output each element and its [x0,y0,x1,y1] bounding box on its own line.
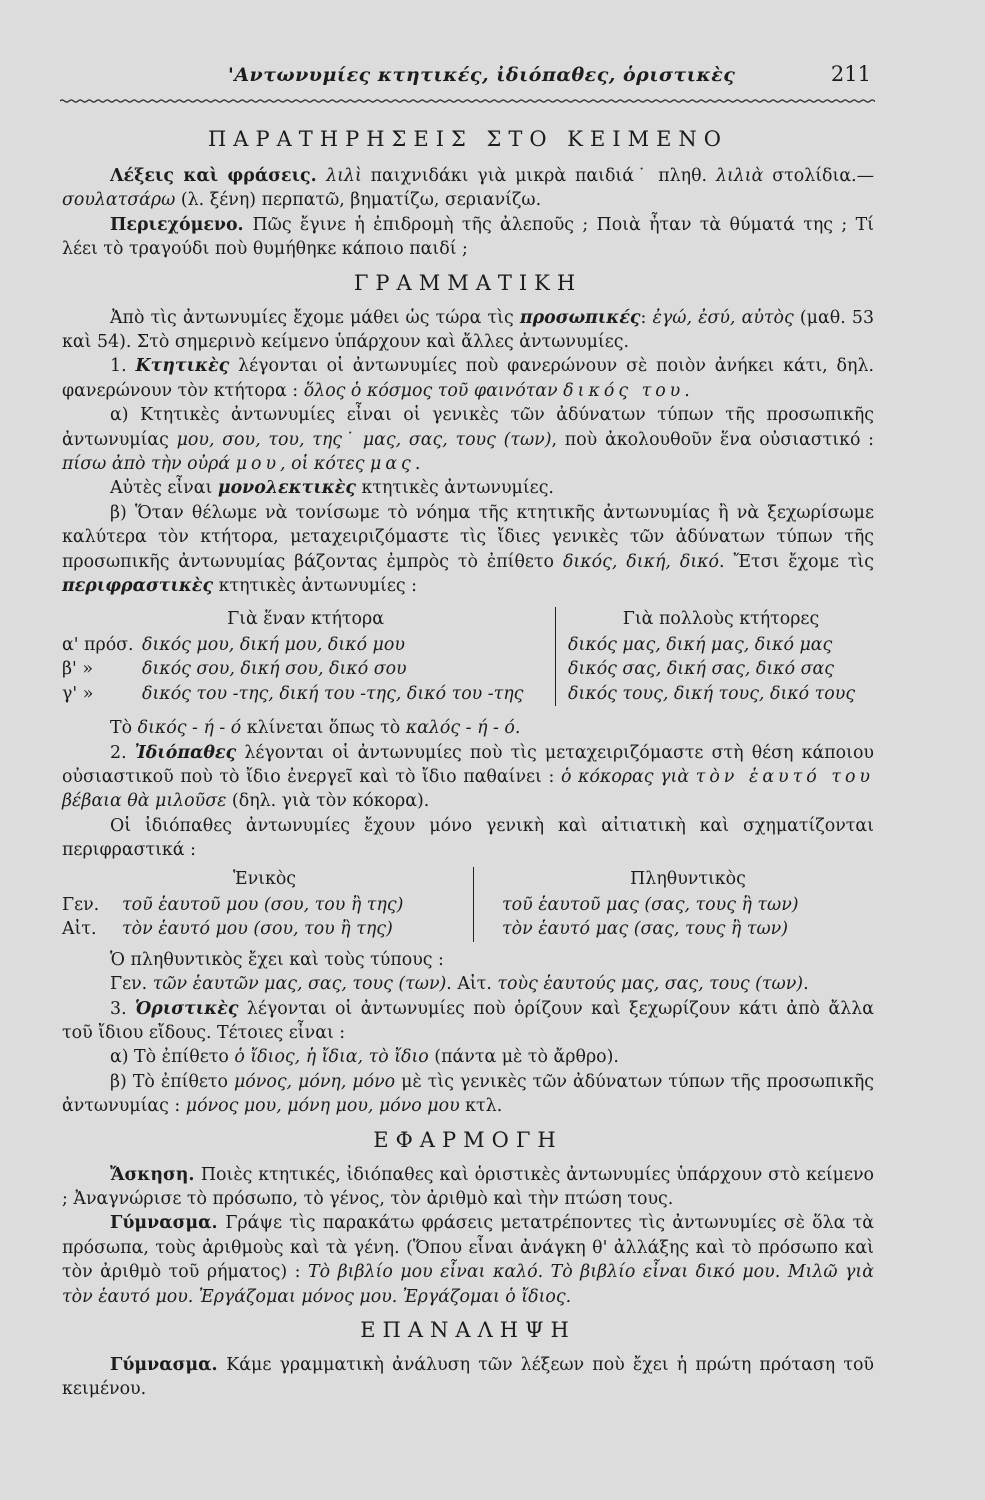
text-run: προσωπικές [519,307,641,328]
table-row [62,893,467,917]
text-run: Λέξεις καὶ φράσεις. [110,166,327,186]
text-run: κτητικὲς ἀντωνυμίες : [213,576,417,597]
text-run: Τὸ [110,718,138,739]
text-run: α) Τὸ ἐπίθετο [110,1047,235,1068]
text-run: , οἱ κότες [280,454,371,475]
text-run: Γύμνασμα. [110,1213,226,1234]
wavy-rule-divider [60,94,875,108]
text-run: (δηλ. γιὰ τὸν κόκορα). [226,791,430,812]
reflexive-pronoun-table [62,867,874,942]
running-title: 'Αντωνυμίες κτητικές, ἰδιόπαθες, ὁριστικὲς [228,64,736,86]
text-run: τῶν ἑαυτῶν μας, σας, τους (των) [152,974,447,995]
text-run: πίσω ἀπὸ τὴν οὐρά [62,454,236,475]
text-run: ὁ ἴδιος, ἡ ἴδια, τὸ ἴδιο [234,1047,429,1068]
text-run: Τὸ βιβλίο μου εἶναι καλό. Τὸ βιβλίο εἶναι δικό μου. Μιλῶ γιὰ τὸν ἑαυτό μου. Ἐργάζομαι μόνος μου. Ἐργάζομαι ὁ ἴδιος. [62,1262,874,1307]
text-run: Ἄσκηση. [110,1164,201,1185]
text-run: σουλατσάρω [62,190,176,211]
paragraph-definitive [62,997,874,1046]
table-row [62,682,549,706]
paragraph-possessive [62,354,874,403]
text-run: Γεν. [110,974,153,995]
text-run: μου, σου, του, της˙ μας, σας, τους (των) [176,429,552,450]
row-forms: τὸν ἑαυτό μου (σου, του ἢ της) [122,919,393,940]
row-forms: δικός μου, δική μου, δικό μου [142,634,405,655]
text-run: Ἀπὸ τὶς ἀντωνυμίες ἔχομε μάθει ὡς τώρα τὶς [110,307,520,328]
paragraph-definitive-a [62,1045,874,1069]
text-run: στολίδια.— [763,166,874,186]
text-run: Γύμνασμα. [110,1355,227,1376]
table-row [568,657,874,681]
text-run: μὲ τὶς γενικὲς τῶν ἀδύνατων τύπων τῆς προσωπικῆς ἀντωνυμίας : [62,1071,874,1117]
text-run: καλός - ή - ό [405,718,515,739]
text-run: λιλὶ [326,166,362,186]
text-run: β) Τὸ ἐπίθετο [110,1071,234,1092]
text-run: Κτητικὲς [135,356,230,377]
table-row [568,633,874,657]
table-row [62,633,549,657]
text-run: Ἰδιόπαθες [134,742,237,763]
text-run: 1. [110,356,136,377]
paragraph-plural-forms [62,948,874,972]
text-run: παιχνιδάκι γιὰ μικρὰ παιδιά˙ πληθ. [361,166,716,186]
table-column-singular [62,607,556,707]
text-run: βέβαια θὰ μιλοῦσε [62,791,227,812]
row-forms: δικός σου, δική σου, δικό σου [142,659,407,680]
text-run: Περιεχόμενο. [110,214,253,235]
paragraph-definitive-b [62,1070,874,1119]
text-run: περιφραστικὲς [62,576,214,597]
running-head [60,62,875,92]
paragraph-exercise [62,1163,874,1212]
text-run: λέγονται οἱ ἀντωνυμίες ποὺ ὁρίζουν καὶ ξεχωρίζουν κάτι ἀπὸ ἄλλα τοῦ ἴδιου εἴδους. Τέτοιες εἶναι : [62,998,874,1043]
text-run: , ποὺ ἀκολουθοῦν ἕνα οὐσιαστικό : [551,429,874,450]
text-run: Αὐτὲς εἶναι [110,478,218,499]
row-forms: δικός τους, δική τους, δικό τους [568,683,856,704]
table-heading-one-owner: Γιὰ ἕναν κτήτορα [227,608,384,629]
section-heading-observations: ΠΑΡΑΤΗΡΗΣΕΙΣ ΣΤΟ ΚΕΙΜΕΝΟ [207,127,729,151]
text-run: ἐγώ, ἐσύ, αὐτὸς [652,307,794,328]
text-run: λιλιὰ [715,166,764,186]
row-label: Γεν. [62,894,100,915]
text-run: λέγονται οἱ ἀντωνυμίες ποὺ τὶς μεταχειριζόμαστε στὴ θέση κάποιου οὐσιαστικοῦ ποὺ τὸ ἴδιο ἐνεργεῖ καὶ τὸ ἴδιο παθαίνει : [62,742,874,787]
text-run: (μαθ. 53 καὶ 54). Στὸ σημερινὸ κείμενο ὑπάρχουν καὶ ἄλλες ἀντωνυμίες. [62,307,875,353]
text-run: κλίνεται ὅπως τὸ [241,718,406,739]
paragraph-possessive-a [62,403,874,476]
row-label: β' » [62,659,94,680]
table-heading-plural: Πληθυντικὸς [630,868,746,889]
row-label: α' πρόσ. [62,634,134,655]
text-run: δικός, δική, δικό [562,551,720,572]
text-run: λέγονται οἱ ἀντωνυμίες ποὺ φανερώνουν σὲ ποιὸν ἀνήκει κάτι, δηλ. φανερώνουν τὸν κτήτορα : [62,356,874,401]
text-run: μονολεκτικὲς [217,478,356,499]
text-run: (πάντα μὲ τὸ ἄρθρο). [428,1047,619,1068]
table-row [502,893,874,917]
paragraph-intro [62,306,874,355]
row-forms: τοῦ ἑαυτοῦ μου (σου, του ἢ της) [122,894,404,915]
text-run: . [514,718,521,739]
row-forms: τὸν ἑαυτό μας (σας, τους ἢ των) [502,919,789,940]
text-run: Οἱ ἰδιόπαθες ἀντωνυμίες ἔχουν μόνο γενικὴ καὶ αἰτιατικὴ καὶ σχηματίζονται περιφραστικά : [62,815,874,861]
text-run: ὁ κόκορας γιὰ [560,766,696,787]
possessive-pronoun-table [62,607,874,707]
row-forms: δικός του -της, δική του -της, δικό του -της [142,683,524,704]
text-run: τὸν ἑαυτό του [695,766,875,787]
text-run: ὅλος ὁ κόσμος τοῦ φαινόταν [303,380,564,401]
text-run: . Αἰτ. [446,974,498,995]
table-row [568,682,874,706]
row-label: Αἰτ. [62,919,97,940]
paragraph-plural-forms-list [62,972,874,996]
row-forms: δικός μας, δική μας, δικό μας [568,634,833,655]
table-row [62,917,467,941]
page-number: 211 [830,62,871,86]
text-run: δικός του [563,380,685,401]
text-run: β) Ὅταν θέλωμε νὰ τονίσωμε τὸ νόημα τῆς κτητικῆς ἀντωνυμίας ἢ νὰ ξεχωρίσωμε καλύτερα τὸν κτήτορα, μεταχειριζόμαστε τὶς ἴδιες γενικὲς τῶν ἀδύνατων τύπων τῆς προσωπικῆς ἀντωνυμίας βάζοντας ἐμπρὸς τὸ ἐπίθετο [62,502,874,572]
paragraph-reflexive [62,741,874,814]
paragraph-review-drill [62,1353,874,1402]
text-run: Γράψε τὶς παρακάτω φράσεις μετατρέποντες τὶς ἀντωνυμίες σὲ ὅλα τὰ πρόσωπα, τοὺς ἀριθμοὺς καὶ τὰ γένη. (Ὅπου εἶναι ἀνάγκη θ' ἀλλάξης καὶ τὸ πρόσωπο καὶ τὸν ἀριθμὸ τοῦ ρήματος) : [62,1213,874,1283]
text-run: Κάμε γραμματικὴ ἀνάλυση τῶν λέξεων ποὺ ἔχει ἡ πρώτη πρόταση τοῦ κειμένου. [62,1355,875,1400]
section-heading-application: ΕΦΑΡΜΟΓΗ [373,1127,563,1152]
paragraph-possessive-b [62,501,874,599]
text-run: δικός - ή - ό [137,718,242,739]
row-label: γ' » [62,683,94,704]
paragraph-declension [62,716,874,740]
paragraph-words-phrases [62,164,874,213]
text-run: 2. [110,742,135,763]
text-run: : [640,307,653,328]
table-row [502,917,874,941]
page-content [62,118,874,1402]
table-column-plural [474,867,874,942]
text-run: α) Κτητικὲς ἀντωνυμίες εἶναι οἱ γενικὲς τῶν ἀδύνατων τύπων τῆς προσωπικῆς ἀντωνυμίας [62,405,874,450]
text-run: κτλ. [459,1096,503,1117]
text-run: Ποιὲς κτητικές, ἰδιόπαθες καὶ ὁριστικὲς ἀντωνυμίες ὑπάρχουν στὸ κείμενο ; Ἀναγνώρισε τὸ πρόσωπο, τὸ γένος, τὸν ἀριθμὸ καὶ τὴν πτώση τους. [62,1164,874,1210]
text-run: τοὺς ἑαυτούς μας, σας, τους (των) [497,974,804,995]
table-column-plural [556,607,874,707]
text-run: Πῶς ἔγινε ἡ ἐπιδρομὴ τῆς ἀλεποῦς ; Ποιὰ ἦταν τὰ θύματά της ; Τί λέει τὸ τραγούδι ποὺ θυμήθηκε κάποιο παιδί ; [62,214,874,260]
paragraph-drill [62,1211,874,1309]
text-run: μόνος μου, μόνη μου, μόνο μου [185,1096,460,1117]
paragraph-reflexive-cases [62,814,874,863]
text-run: . [684,380,690,401]
text-run: Ὁ πληθυντικὸς ἔχει καὶ τοὺς τύπους : [110,949,444,970]
text-run: μου [235,454,281,475]
table-column-singular [62,867,474,942]
text-run: Ὁριστικὲς [135,998,239,1019]
paragraph-monolectic [62,476,874,500]
table-heading-many-owners: Γιὰ πολλοὺς κτήτορες [622,608,820,629]
text-run: μόνος, μόνη, μόνο [234,1071,396,1092]
section-heading-grammar: ΓΡΑΜΜΑΤΙΚΗ [353,270,583,295]
paragraph-content [62,213,874,262]
text-run: . [414,454,421,475]
text-run: 3. [110,998,136,1019]
section-heading-review: ΕΠΑΝΑΛΗΨΗ [360,1318,576,1343]
text-run: . Ἔτσι ἔχομε τὶς [719,551,874,572]
table-heading-singular: Ἑνικὸς [232,868,297,889]
row-forms: δικός σας, δική σας, δικό σας [568,659,834,680]
text-run: κτητικὲς ἀντωνυμίες. [355,478,554,499]
text-run: . [803,974,809,995]
row-forms: τοῦ ἑαυτοῦ μας (σας, τους ἢ των) [502,894,799,915]
text-run: (λ. ξένη) περπατῶ, βηματίζω, σεριανίζω. [175,190,542,211]
table-row [62,657,549,681]
text-run: μας [370,454,415,475]
